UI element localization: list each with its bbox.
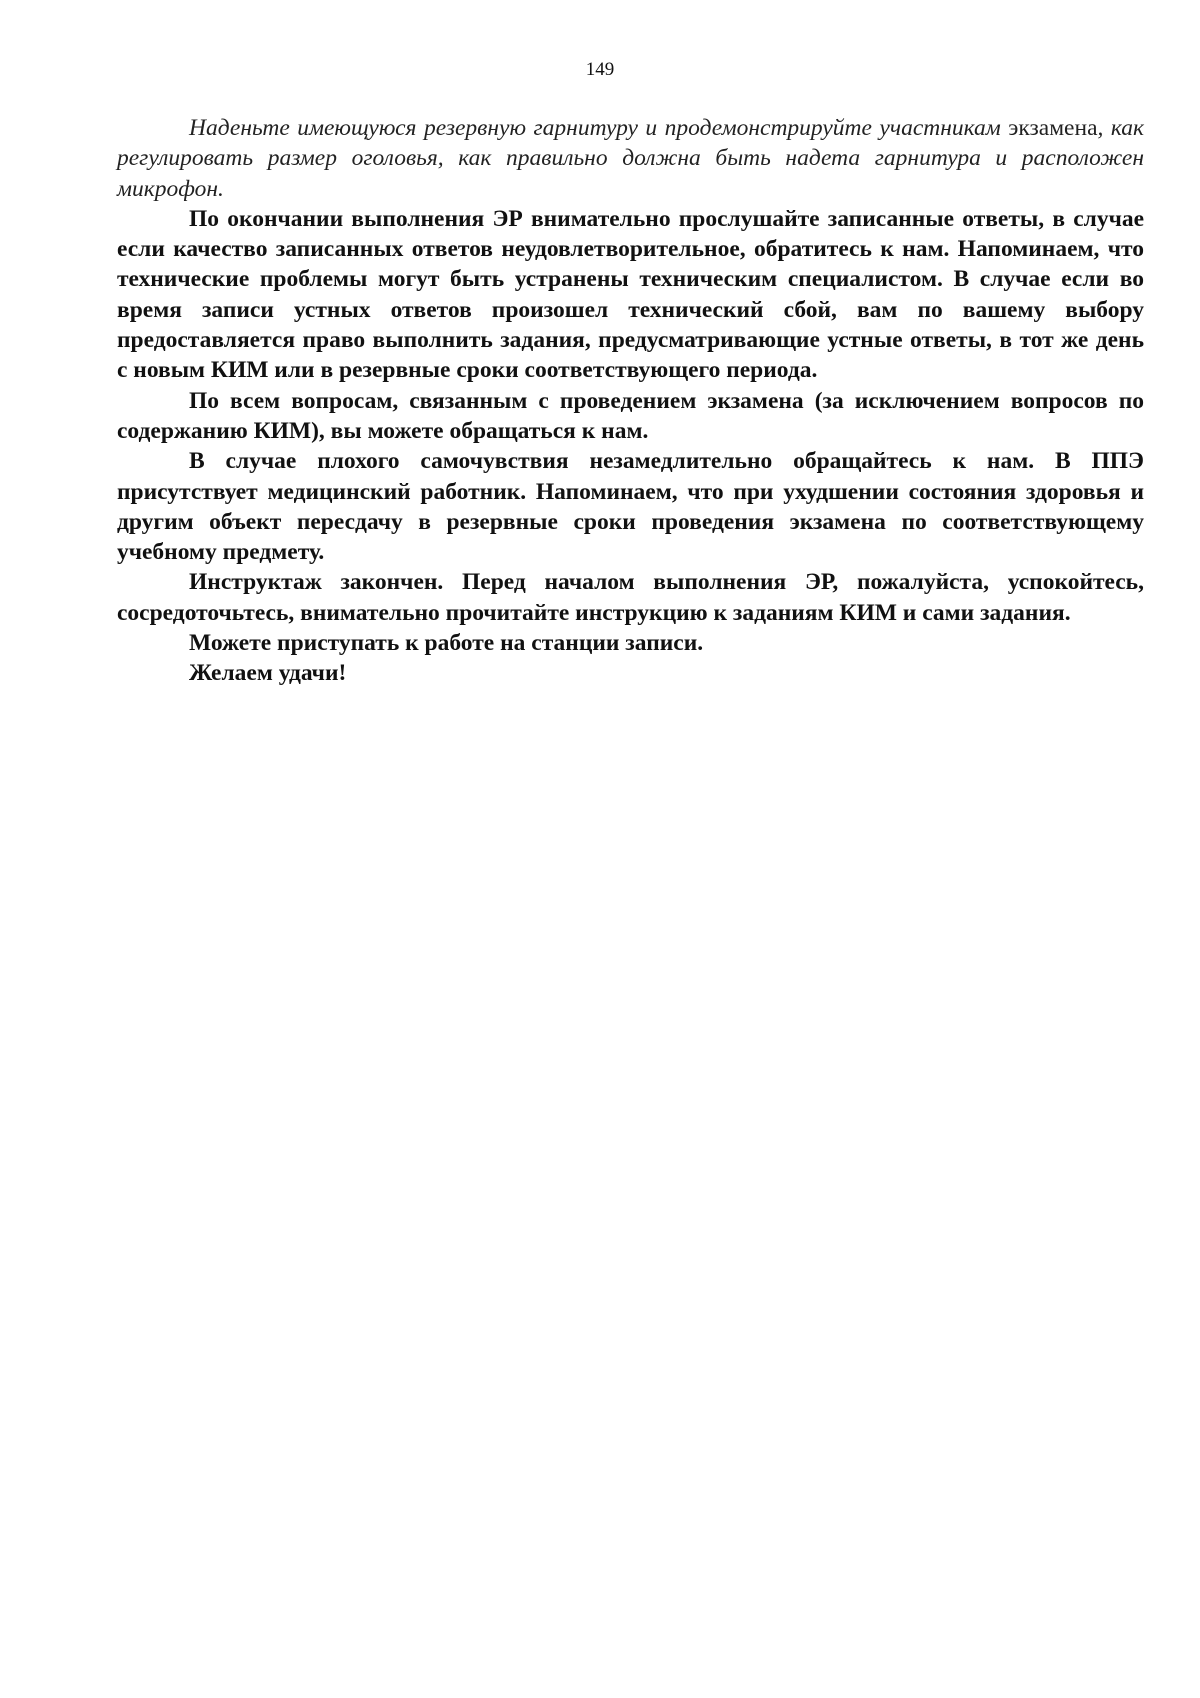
- paragraph-headset-instruction: [117, 113, 1144, 204]
- paragraph-start-work: Можете приступать к работе на станции записи.: [189, 630, 704, 657]
- headset-instruction-exam-word: экзамена: [1008, 115, 1098, 141]
- page-number: 149: [585, 59, 615, 80]
- paragraph-good-luck: Желаем удачи!: [189, 660, 347, 687]
- paragraph-review-answers: По окончании выполнения ЭР внимательно прослушайте записанные ответы, в случае если качество записанных ответов неудовлетворительное, обратитесь к нам. Напоминаем, что технические проблемы могут быть устранены техническим специалистом. В случае если во время записи устных ответов произошел технический сбой, вам по вашему выбору предоставляется право выполнить задания, предусматривающие устные ответы, в тот же день с новым КИМ или в резервные сроки соответствующего периода.: [117, 205, 1144, 384]
- paragraph-questions-contact: По всем вопросам, связанным с проведением экзамена (за исключением вопросов по содержанию КИМ), вы можете обращаться к нам.: [117, 387, 1144, 444]
- headset-instruction-text-continued: , как регулировать размер оголовья, как правильно должна быть надета гарнитура и расположен микрофон.: [117, 115, 1145, 202]
- page-content: [117, 113, 1144, 689]
- headset-instruction-text: Наденьте имеющуюся резервную гарнитуру и продемонстрируйте участникам: [189, 115, 1001, 141]
- paragraph-briefing-finished: Инструктаж закончен. Перед началом выполнения ЭР, пожалуйста, успокойтесь, сосредоточьтесь, внимательно прочитайте инструкцию к заданиям КИМ и сами задания.: [117, 569, 1144, 626]
- paragraph-health: В случае плохого самочувствия незамедлительно обращайтесь к нам. В ППЭ присутствует медицинский работник. Напоминаем, что при ухудшении состояния здоровья и другим объект пересдачу в резервные сроки проведения экзамена по соответствующему учебному предмету.: [117, 448, 1144, 566]
